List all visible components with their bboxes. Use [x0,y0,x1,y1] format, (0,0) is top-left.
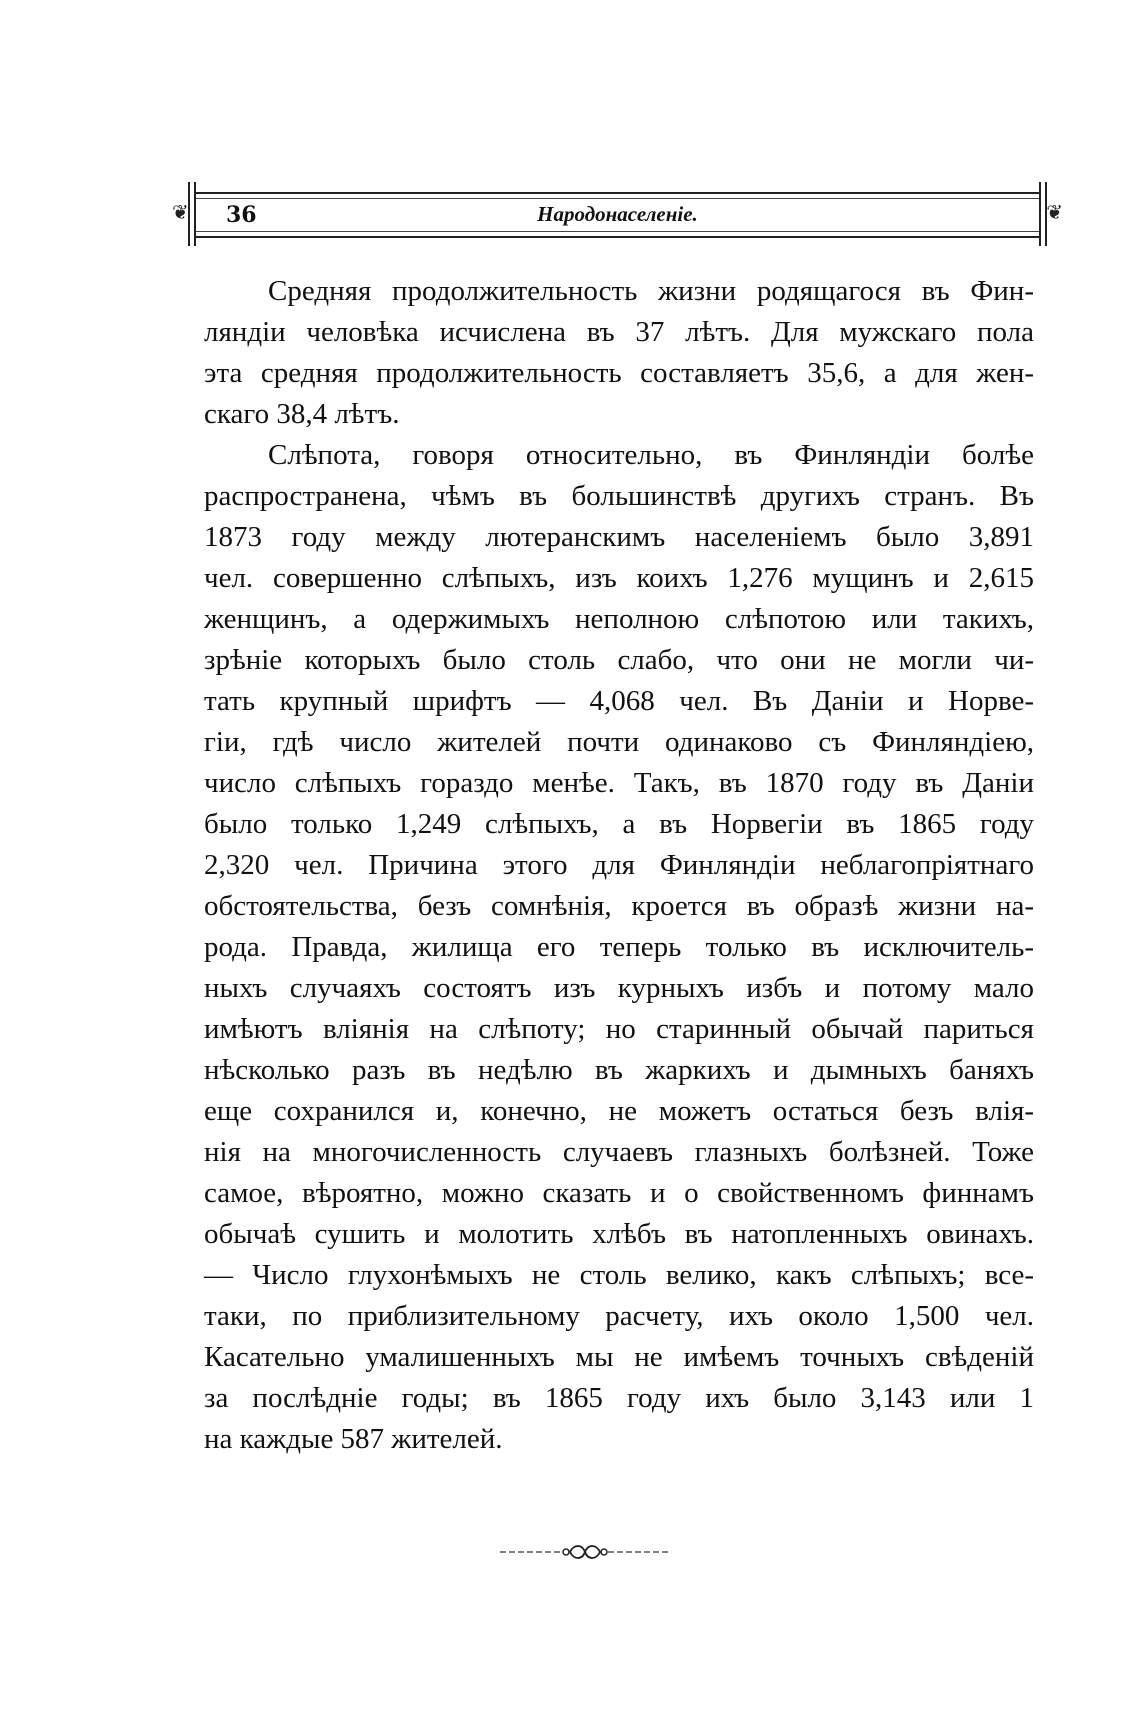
page-number: 36 [226,202,257,228]
text-line: на каждые 587 жителей. [204,1423,503,1455]
header-ornament-right-icon: ❦ [1046,200,1063,224]
text-line: обстоятельства, безъ сомнѣнія, кроется въ образѣ жизни на- [204,890,1034,922]
text-line: скаго 38,4 лѣтъ. [204,398,400,430]
text-line: Касательно умалишенныхъ мы не имѣемъ точныхъ свѣденій [204,1341,1034,1373]
body-text [204,271,1034,1460]
text-line: самое, вѣроятно, можно сказать и о свойственномъ финнамъ [204,1177,1034,1209]
text-line: еще сохранился и, конечно, не можетъ остаться безъ влія- [204,1095,1034,1127]
text-line: тать крупный шрифтъ — 4,068 чел. Въ Даніи и Норве- [204,685,1034,717]
text-line: ляндіи человѣка исчислена въ 37 лѣтъ. Для мужскаго пола [204,316,1034,348]
text-line: эта средняя продолжительность составляетъ 35,6, а для жен- [204,357,1034,389]
text-line: таки, по приблизительному расчету, ихъ около 1,500 чел. [204,1300,1034,1332]
text-line: Средняя продолжительность жизни родящагося въ Фин- [268,275,1034,307]
text-line: распространена, чѣмъ въ большинствѣ другихъ странъ. Въ [204,480,1034,512]
text-line: нѣсколько разъ въ недѣлю въ жаркихъ и дымныхъ баняхъ [204,1054,1034,1086]
header-rule-bottom [196,231,1039,232]
running-title: Народонаселеніе. [537,202,698,226]
header-ornament-left-icon: ❦ [172,200,189,224]
text-line: нія на многочисленность случаевъ глазныхъ болѣзней. Тоже [204,1136,1034,1168]
text-line: 1873 году между лютеранскимъ населеніемъ было 3,891 [204,521,1034,553]
text-line: Слѣпота, говоря относительно, въ Финляндіи болѣе [268,439,1034,471]
page-header [172,192,1063,238]
text-line: имѣютъ вліянія на слѣпоту; но старинный обычай париться [204,1013,1034,1045]
paragraph-1 [204,271,1034,435]
header-rule-top [196,198,1039,199]
text-line: рода. Правда, жилища его теперь только въ исключитель- [204,931,1034,963]
text-line: — Число глухонѣмыхъ не столь велико, какъ слѣпыхъ; все- [204,1259,1034,1291]
text-line: число слѣпыхъ гораздо менѣе. Такъ, въ 1870 году въ Даніи [204,767,1034,799]
text-line: чел. совершенно слѣпыхъ, изъ коихъ 1,276 мущинъ и 2,615 [204,562,1034,594]
text-line: 2,320 чел. Причина этого для Финляндіи неблагопріятнаго [204,849,1034,881]
text-line: за послѣдніе годы; въ 1865 году ихъ было 3,143 или 1 [204,1382,1034,1414]
text-line: зрѣніе которыхъ было столь слабо, что они не могли чи- [204,644,1034,676]
text-line: было только 1,249 слѣпыхъ, а въ Норвегіи въ 1865 году [204,808,1034,840]
text-line: женщинъ, а одержимыхъ неполною слѣпотою или такихъ, [204,603,1034,635]
paragraph-2 [204,435,1034,1460]
text-line: ныхъ случаяхъ состоятъ изъ курныхъ избъ и потому мало [204,972,1034,1004]
text-line: гіи, гдѣ число жителей почти одинаково съ Финляндіею, [204,726,1034,758]
header-bracket-left [188,182,196,246]
text-line: обычаѣ сушить и молотить хлѣбъ въ натопленныхъ овинахъ. [204,1218,1034,1250]
end-ornament-icon [500,1540,670,1564]
